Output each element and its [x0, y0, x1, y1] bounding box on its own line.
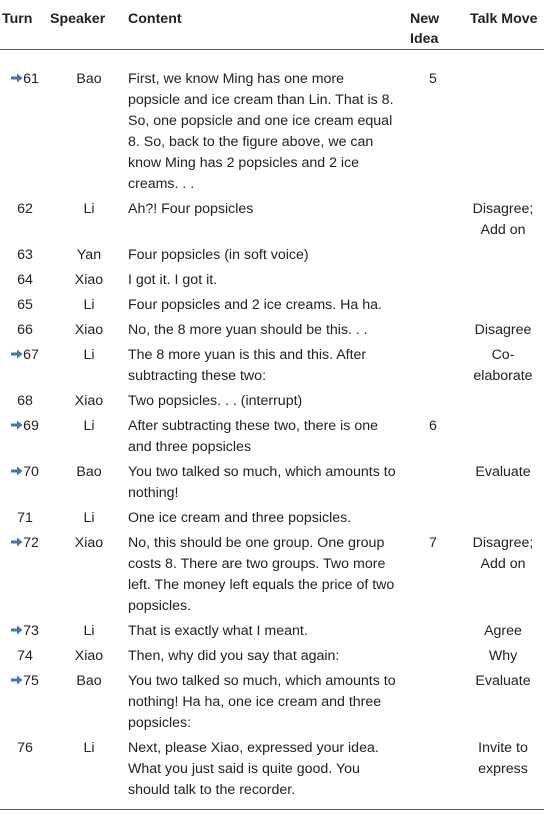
- table-row: [0, 620, 544, 645]
- content-cell: You two talked so much, which amounts to nothing!: [128, 464, 396, 501]
- content-cell: Four popsicles and 2 ice creams. Ha ha.: [128, 297, 382, 313]
- turn-cell: [0, 198, 50, 244]
- new-idea-cell: [404, 461, 462, 507]
- speaker-cell: Bao: [76, 71, 102, 87]
- content-cell: Ah?! Four popsicles: [128, 201, 254, 217]
- turn-number: 63: [17, 247, 33, 263]
- new-idea-cell: [404, 244, 462, 269]
- header-row: [0, 0, 544, 50]
- speaker-cell: Xiao: [74, 322, 104, 338]
- content-cell: No, this should be one group. One group costs 8. There are two groups. Two more left. The money left equals the price of two popsicles.: [128, 535, 395, 614]
- turn-cell: [0, 344, 50, 390]
- talk-move-cell: Evaluate: [475, 464, 531, 480]
- table-row: [0, 198, 544, 244]
- new-idea-cell: [404, 390, 462, 415]
- turn-cell: [0, 50, 50, 199]
- table-row: [0, 670, 544, 737]
- talk-move-cell: Evaluate: [475, 673, 531, 689]
- turn-number: 71: [17, 510, 33, 526]
- new-idea-cell: [404, 670, 462, 737]
- new-idea-cell: [404, 269, 462, 294]
- table-row: [0, 319, 544, 344]
- table-row: [0, 344, 544, 390]
- speaker-cell: Li: [83, 510, 95, 526]
- turn-number: 75: [23, 673, 39, 689]
- table-row: [0, 415, 544, 461]
- talk-move-cell: [462, 294, 544, 319]
- new-idea-cell: [404, 645, 462, 670]
- table-row: [0, 294, 544, 319]
- turn-cell: [0, 620, 50, 645]
- turn-number: 73: [23, 623, 39, 639]
- speaker-cell: Li: [83, 297, 95, 313]
- talk-move-cell: Invite to express: [462, 737, 544, 810]
- table-row: [0, 737, 544, 810]
- table-header: [0, 0, 544, 50]
- table-row: [0, 507, 544, 532]
- new-idea-cell: [404, 198, 462, 244]
- content-cell: After subtracting these two, there is one and three popsicles: [128, 418, 378, 455]
- arrow-right-icon: [11, 348, 23, 360]
- new-idea-cell: [404, 620, 462, 645]
- turn-cell: [0, 670, 50, 737]
- arrow-right-icon: [11, 465, 23, 477]
- new-idea-cell: 6: [429, 418, 437, 434]
- content-cell: The 8 more yuan is this and this. After subtracting these two:: [128, 347, 367, 384]
- turn-number: 69: [23, 418, 39, 434]
- turn-cell: [0, 269, 50, 294]
- talk-move-cell: Disagree; Add on: [472, 201, 534, 238]
- arrow-right-icon: [11, 624, 23, 636]
- table-body: [0, 50, 544, 810]
- talk-move-cell: [462, 507, 544, 532]
- header-talk-move: Talk Move: [462, 0, 544, 50]
- table-row: [0, 244, 544, 269]
- talk-move-cell: Disagree; Add on: [472, 535, 534, 572]
- arrow-right-icon: [11, 674, 23, 686]
- arrow-right-icon: [11, 72, 23, 84]
- talk-move-cell: Why: [488, 648, 518, 664]
- speaker-cell: Li: [83, 201, 95, 217]
- new-idea-cell: [404, 319, 462, 344]
- turn-cell: [0, 645, 50, 670]
- turn-cell: [0, 415, 50, 461]
- content-cell: Next, please Xiao, expressed your idea. What you just said is quite good. You should talk to the recorder.: [128, 737, 404, 810]
- new-idea-cell: [404, 737, 462, 810]
- talk-move-cell: [462, 415, 544, 461]
- speaker-cell: Li: [83, 623, 95, 639]
- content-cell: Then, why did you say that again:: [128, 648, 340, 664]
- turn-cell: [0, 737, 50, 810]
- speaker-cell: Li: [83, 418, 95, 434]
- content-cell: One ice cream and three popsicles.: [128, 510, 352, 526]
- speaker-cell: Bao: [76, 673, 102, 689]
- turn-number: 62: [17, 201, 33, 217]
- content-cell: No, the 8 more yuan should be this. . .: [128, 322, 368, 338]
- talk-move-cell: Disagree: [474, 322, 532, 338]
- turn-cell: [0, 507, 50, 532]
- speaker-cell: Xiao: [74, 648, 104, 664]
- table-row: [0, 645, 544, 670]
- speaker-cell: Xiao: [74, 393, 104, 409]
- content-cell: Four popsicles (in soft voice): [128, 247, 309, 263]
- new-idea-cell: [404, 344, 462, 390]
- turn-number: 66: [17, 322, 33, 338]
- turn-cell: [0, 532, 50, 620]
- turn-number: 76: [17, 740, 33, 756]
- speaker-cell: Xiao: [74, 272, 104, 288]
- content-cell: You two talked so much, which amounts to nothing! Ha ha, one ice cream and three popsicles:: [128, 673, 396, 731]
- content-cell: First, we know Ming has one more popsicle and ice cream than Lin. That is 8. So, one popsicle and one ice cream equal 8. So, back to the figure above, we can know Ming has 2 popsicles and 2 ice creams. . .: [128, 71, 394, 192]
- arrow-right-icon: [11, 419, 23, 431]
- arrow-right-icon: [11, 536, 23, 548]
- turn-number: 61: [23, 71, 39, 87]
- talk-move-cell: Co-elaborate: [473, 347, 533, 384]
- header-turn: Turn: [0, 0, 50, 50]
- new-idea-cell: 7: [429, 535, 437, 551]
- turn-number: 64: [17, 272, 33, 288]
- turn-cell: [0, 244, 50, 269]
- talk-move-cell: [462, 269, 544, 294]
- speaker-cell: Bao: [76, 464, 102, 480]
- header-speaker: Speaker: [50, 0, 128, 50]
- speaker-cell: Li: [50, 737, 128, 810]
- header-new-idea: New Idea: [404, 0, 462, 50]
- speaker-cell: Xiao: [74, 535, 104, 551]
- table-row: [0, 461, 544, 507]
- new-idea-cell: [404, 294, 462, 319]
- turn-number: 65: [17, 297, 33, 313]
- turn-number: 72: [23, 535, 39, 551]
- table-row: [0, 269, 544, 294]
- turn-number: 74: [17, 648, 33, 664]
- turn-number: 67: [23, 347, 39, 363]
- talk-move-cell: [462, 244, 544, 269]
- talk-move-cell: Agree: [484, 623, 522, 639]
- speaker-cell: Li: [83, 347, 95, 363]
- turn-number: 70: [23, 464, 39, 480]
- turn-cell: [0, 461, 50, 507]
- table-row: [0, 50, 544, 199]
- turn-cell: [0, 390, 50, 415]
- content-cell: Two popsicles. . . (interrupt): [128, 393, 303, 409]
- turn-number: 68: [17, 393, 33, 409]
- table-row: [0, 390, 544, 415]
- speaker-cell: Yan: [76, 247, 102, 263]
- turn-cell: [0, 294, 50, 319]
- turn-cell: [0, 319, 50, 344]
- table-row: [0, 532, 544, 620]
- content-cell: I got it. I got it.: [128, 272, 218, 288]
- new-idea-cell: 5: [429, 71, 437, 87]
- content-cell: That is exactly what I meant.: [128, 623, 308, 639]
- header-content: Content: [128, 0, 404, 50]
- new-idea-cell: [404, 507, 462, 532]
- talk-move-cell: [462, 50, 544, 199]
- talk-move-cell: [462, 390, 544, 415]
